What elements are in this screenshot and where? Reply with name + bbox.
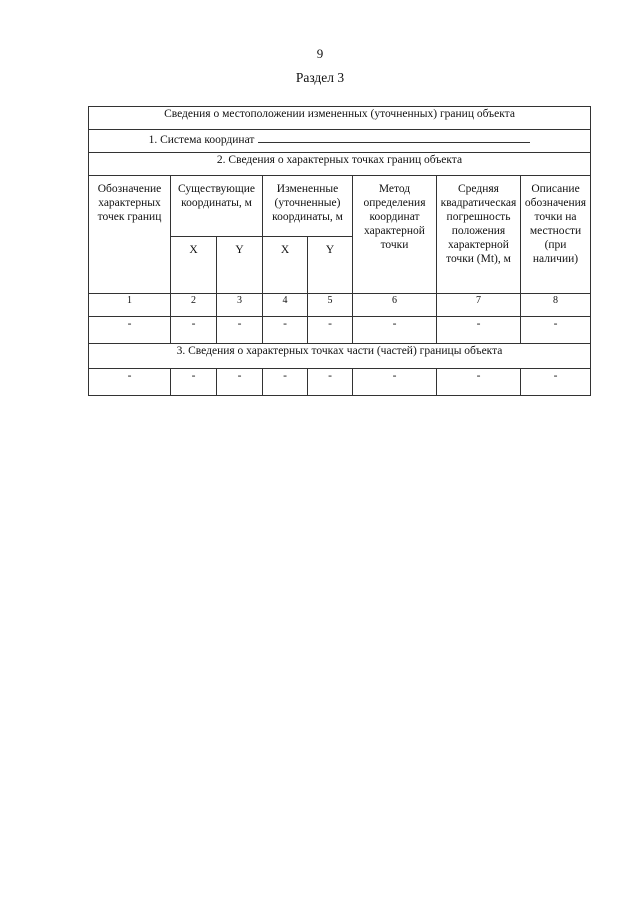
table-cell: - [308,369,353,396]
table-cell: - [521,317,591,344]
table-cell: - [263,369,308,396]
column-number: 5 [308,294,353,317]
part-section-title: 3. Сведения о характерных точках части (частей) границы объекта [89,344,591,369]
table-cell: - [353,369,437,396]
section-title: Раздел 3 [295,70,345,85]
coord-system-blank [258,130,530,143]
table-cell: - [263,317,308,344]
table-cell: - [217,369,263,396]
table-cell: - [89,369,171,396]
table-cell: - [171,317,217,344]
header-error: Средняя квадратическая погрешность положения характерной точки (Mt), м [437,176,521,294]
table-row [89,369,591,396]
table-cell: - [89,317,171,344]
table-cell: - [437,369,521,396]
points-section-title: 2. Сведения о характерных точках границ объекта [89,153,591,176]
table-cell: - [308,317,353,344]
coord-system-label: 1. Система координат [148,134,255,146]
table-row [89,317,591,344]
header-method: Метод определения координат характерной точки [353,176,437,294]
column-number: 8 [521,294,591,317]
boundary-table [88,106,591,396]
column-numbers-row [89,294,591,317]
header-changed-x: X [263,237,308,294]
table-title: Сведения о местоположении измененных (уточненных) границ объекта [89,107,591,130]
column-number: 7 [437,294,521,317]
header-existing-y: Y [217,237,263,294]
column-number: 3 [217,294,263,317]
table-cell: - [437,317,521,344]
column-number: 4 [263,294,308,317]
table-cell: - [171,369,217,396]
column-number: 1 [89,294,171,317]
header-existing-coords: Существующие координаты, м [171,176,263,237]
table-cell: - [521,369,591,396]
header-changed-coords: Измененные (уточненные) координаты, м [263,176,353,237]
coord-system-row [89,130,591,153]
header-designation: Обозначение характерных точек границ [89,176,171,294]
header-existing-x: X [171,237,217,294]
table-cell: - [353,317,437,344]
page-number: 9 [316,46,324,61]
column-number: 6 [353,294,437,317]
column-number: 2 [171,294,217,317]
header-description: Описание обозначения точки на местности (при наличии) [521,176,591,294]
header-changed-y: Y [308,237,353,294]
table-cell: - [217,317,263,344]
